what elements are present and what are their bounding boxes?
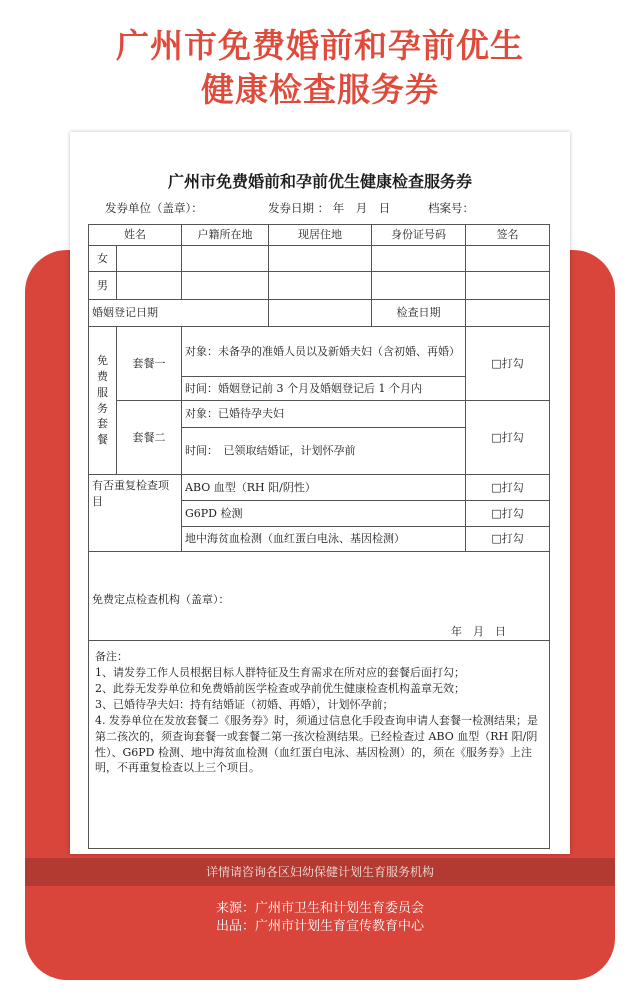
voucher-document — [70, 132, 570, 854]
repeat-item-g6pd: G6PD 检测 — [182, 501, 466, 527]
package-one-time: 时间：婚姻登记前 3 个月及婚姻登记后 1 个月内 — [182, 377, 466, 401]
voucher-form-table — [88, 224, 550, 849]
row-label-female: 女 — [89, 246, 117, 272]
consult-info-bar: 详情请咨询各区妇幼保健计划生育服务机构 — [25, 858, 615, 886]
package-one-checkbox[interactable]: □打勾 — [466, 327, 550, 401]
package-two-target: 对象：已婚待孕夫妇 — [182, 401, 466, 428]
male-name-cell[interactable] — [117, 272, 182, 300]
repeat-g6pd-checkbox[interactable]: □打勾 — [466, 501, 550, 527]
header-hukou: 户籍所在地 — [182, 225, 269, 246]
header-id-number: 身份证号码 — [372, 225, 466, 246]
notes-section — [89, 640, 550, 848]
male-hukou-cell[interactable] — [182, 272, 269, 300]
repeat-abo-checkbox[interactable]: □打勾 — [466, 475, 550, 501]
headline-line-1: 广州市免费婚前和孕前优生 — [116, 26, 524, 65]
publisher-credit: 出品：广州市计划生育宣传教育中心 — [215, 919, 424, 934]
female-hukou-cell[interactable] — [182, 246, 269, 272]
marriage-date-cell[interactable] — [269, 300, 372, 327]
female-signature-cell[interactable] — [466, 246, 550, 272]
male-residence-cell[interactable] — [269, 272, 372, 300]
exam-date-cell[interactable] — [466, 300, 550, 327]
note-item-2: 2、此券无发券单位和免费婚前医学检查或孕前优生健康检查机构盖章无效； — [95, 681, 465, 695]
header-residence: 现居住地 — [269, 225, 372, 246]
institution-stamp-area[interactable] — [89, 552, 550, 641]
male-id-cell[interactable] — [372, 272, 466, 300]
package-one-target: 对象：未备孕的准婚人员以及新婚夫妇（含初婚、再婚） — [182, 327, 466, 377]
institution-label: 免费定点检查机构（盖章）： — [92, 593, 230, 606]
source-credit: 来源：广州市卫生和计划生育委员会 — [215, 901, 424, 916]
repeat-thalassemia-checkbox[interactable]: □打勾 — [466, 527, 550, 552]
note-item-4: 4. 发券单位在发放套餐二《服务券》时，须通过信息化手段查询申请人套餐一检测结果；是第二孩次的，须查询套餐一或套餐二第一孩次检测结果。已经检查过 ABO 血型（RH 阳/阴性）、G6PD 检测、地中海贫血检测（血红蛋白电泳、基因检测）的，须在《服务券》上注明，不再重复检查以上三个项目。 — [95, 713, 538, 775]
marriage-date-label: 婚姻登记日期 — [89, 300, 269, 327]
notes-title: 备注： — [95, 649, 128, 663]
note-item-1: 1、请发券工作人员根据目标人群特征及生育需求在所对应的套餐后面打勾； — [95, 665, 465, 679]
header-name: 姓名 — [89, 225, 182, 246]
issue-date-label: 发券日期 ： 年 月 日 — [268, 201, 391, 215]
female-name-cell[interactable] — [117, 246, 182, 272]
exam-date-label: 检查日期 — [372, 300, 466, 327]
package-two-checkbox[interactable]: □打勾 — [466, 401, 550, 475]
file-number-label: 档案号： — [428, 201, 474, 215]
repeat-item-abo: ABO 血型（RH 阳/阴性） — [182, 475, 466, 501]
issuer-label: 发券单位（盖章）： — [105, 201, 203, 215]
package-one-label: 套餐一 — [117, 327, 182, 401]
repeat-check-label: 有否重复检查项目 — [89, 475, 182, 552]
repeat-item-thalassemia: 地中海贫血检测（血红蛋白电泳、基因检测） — [182, 527, 466, 552]
row-label-male: 男 — [89, 272, 117, 300]
female-id-cell[interactable] — [372, 246, 466, 272]
document-title: 广州市免费婚前和孕前优生健康检查服务券 — [167, 172, 472, 191]
note-item-3: 3、已婚待孕夫妇：持有结婚证（初婚、再婚），计划怀孕前； — [95, 697, 394, 711]
package-two-label: 套餐二 — [117, 401, 182, 475]
institution-date: 年 月 日 — [451, 624, 506, 638]
package-two-time: 时间： 已领取结婚证，计划怀孕前 — [182, 428, 466, 475]
headline-line-2: 健康检查服务券 — [201, 70, 439, 109]
female-residence-cell[interactable] — [269, 246, 372, 272]
male-signature-cell[interactable] — [466, 272, 550, 300]
header-signature: 签名 — [466, 225, 550, 246]
free-service-label: 免 费 服 务 套 餐 — [89, 327, 117, 475]
